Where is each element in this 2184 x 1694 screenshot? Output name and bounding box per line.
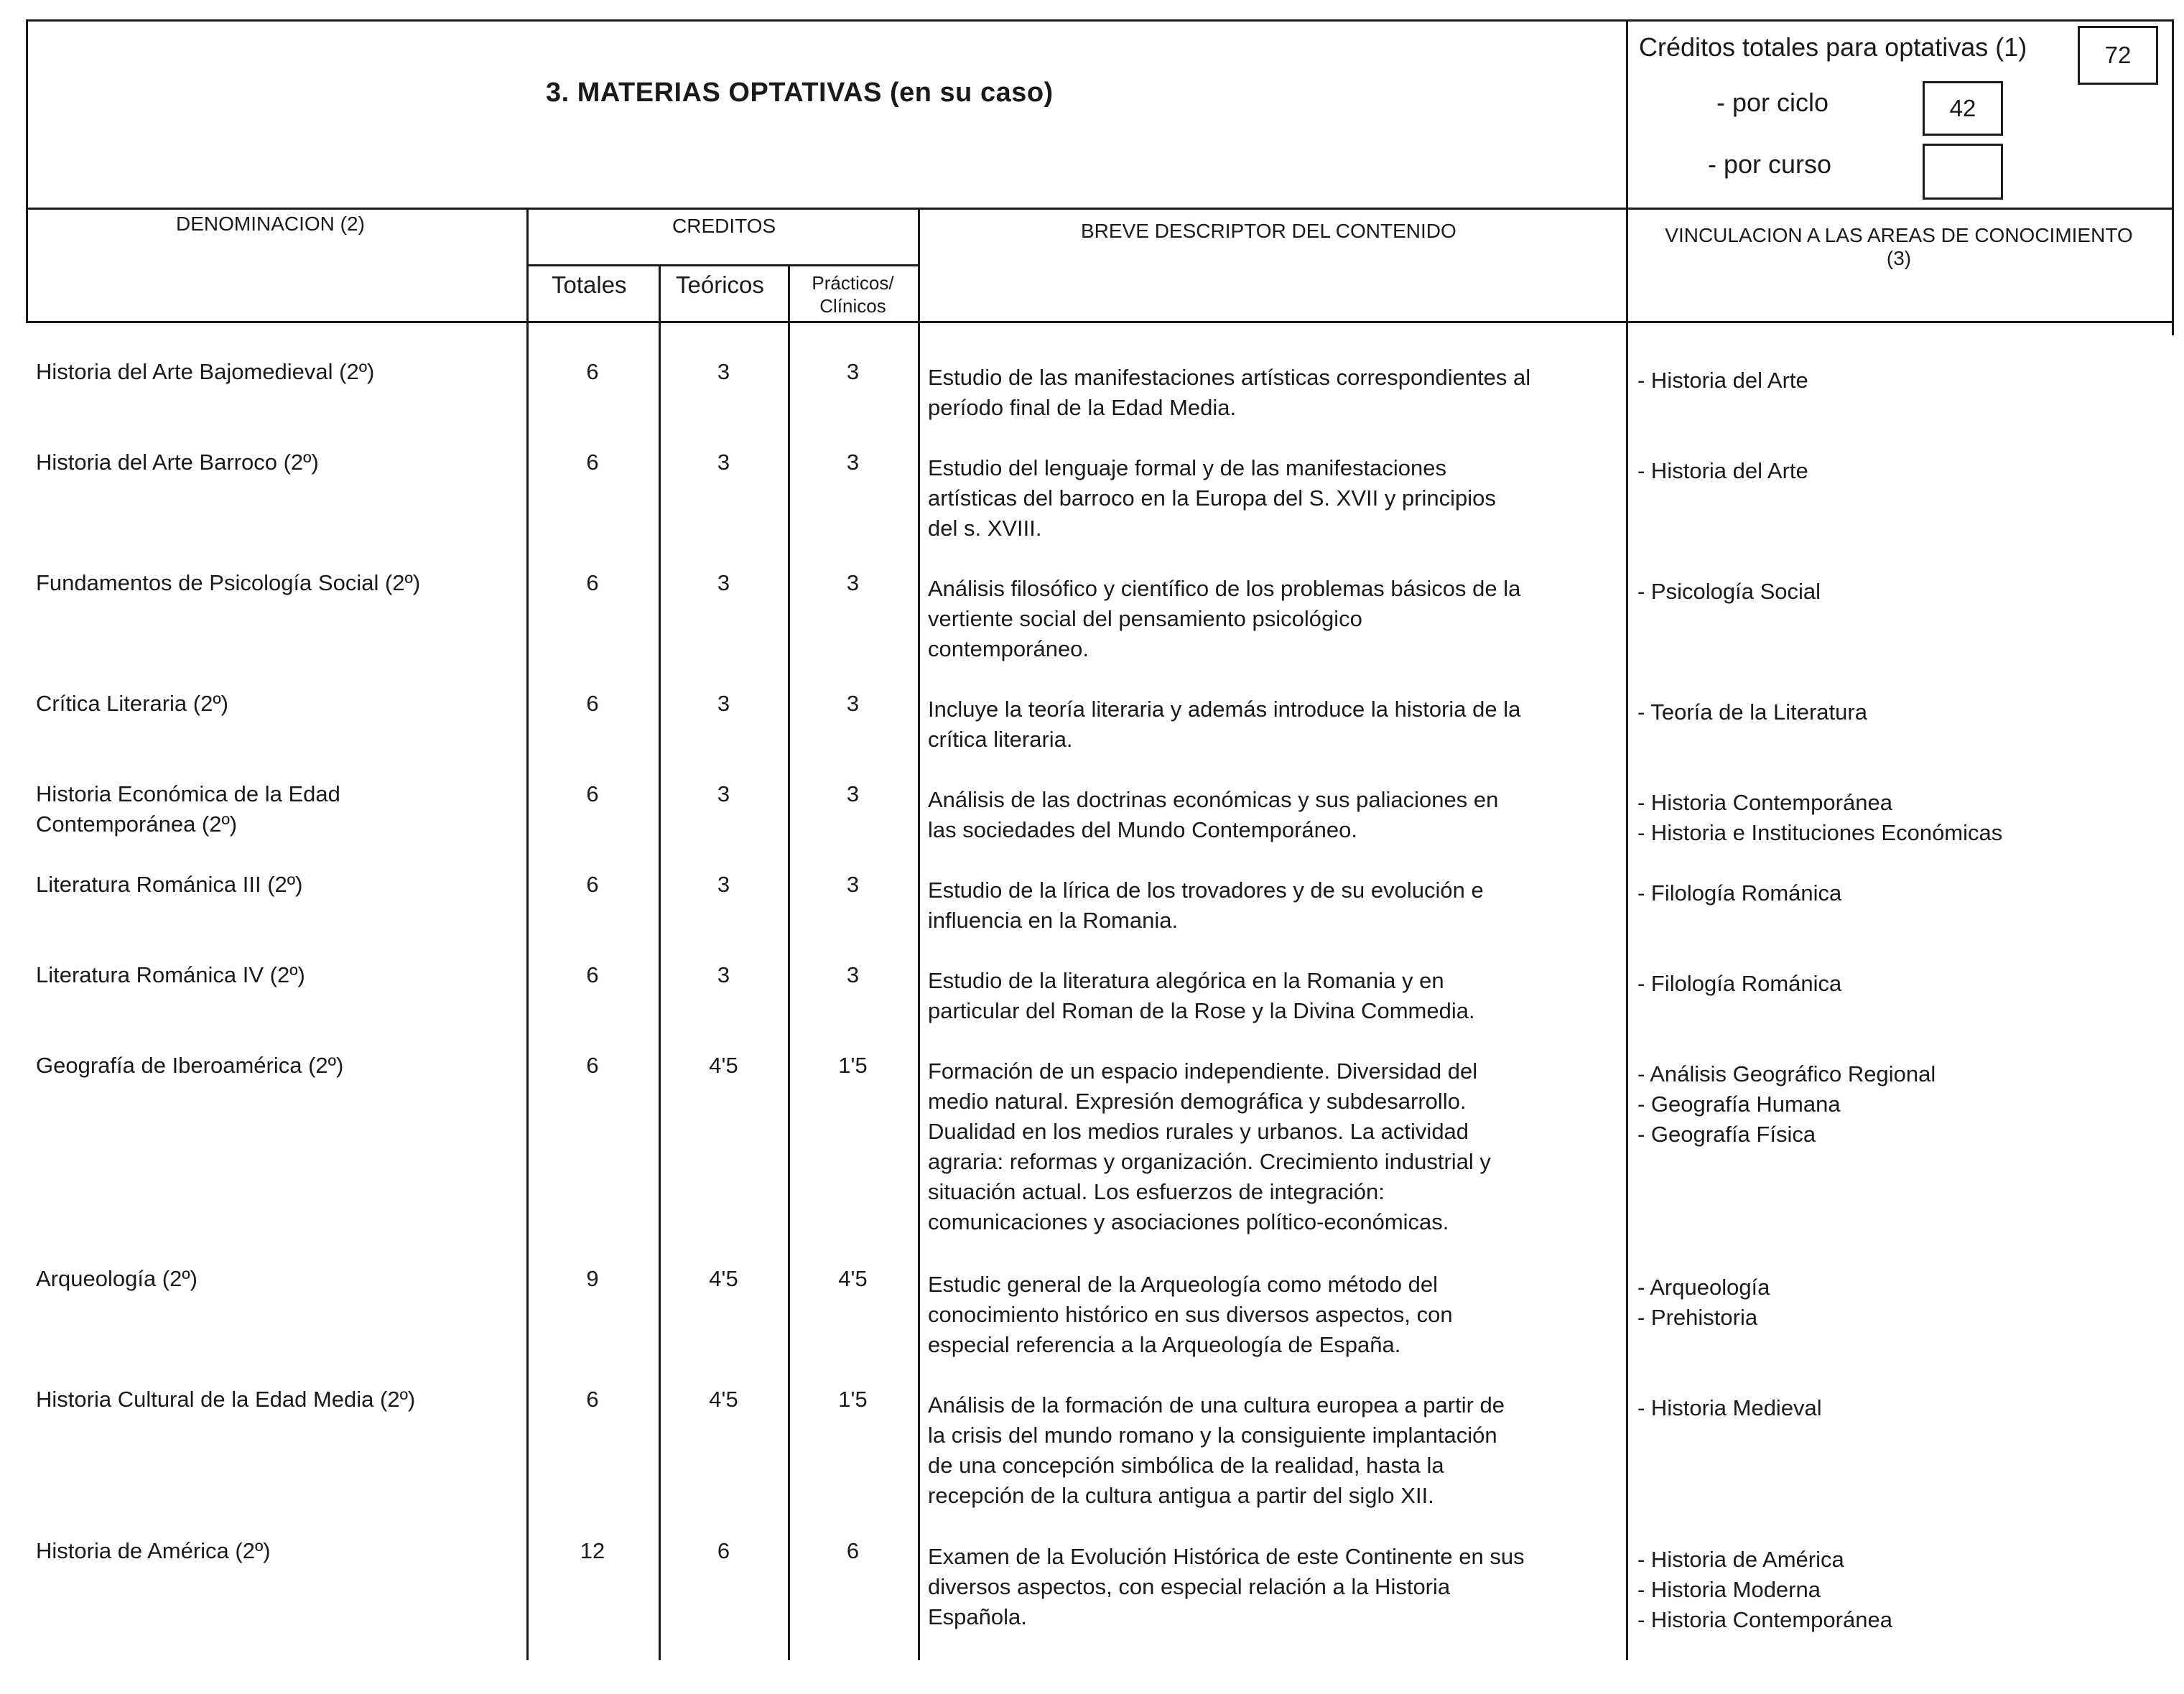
area-item: - Filología Románica: [1637, 880, 1842, 906]
row-creditos-teoricos: 3: [717, 359, 730, 384]
row-creditos-totales: 6: [586, 872, 599, 897]
row-creditos-teoricos: 3: [717, 962, 730, 987]
row-creditos-practicos: 3: [846, 962, 860, 987]
area-item: - Prehistoria: [1637, 1305, 1758, 1330]
row-creditos-practicos: 3: [846, 359, 860, 384]
col-header-totales: Totales: [552, 271, 627, 298]
row-creditos-practicos: 1'5: [838, 1387, 868, 1412]
row-creditos-totales: 6: [586, 570, 599, 595]
row-creditos-teoricos: 4'5: [709, 1387, 738, 1412]
row-descriptor: Estudio de la lírica de los trovadores y de su evolución e influencia en la Romania.: [928, 878, 1484, 933]
table-right-border: [2172, 19, 2174, 335]
row-creditos-teoricos: 3: [717, 691, 730, 716]
area-item: - Historia Contemporánea: [1637, 790, 1892, 815]
row-descriptor: Examen de la Evolución Histórica de este Continente en sus diversos aspectos, con especial relación a la Historia Española.: [928, 1544, 1525, 1629]
row-denominacion: Geografía de Iberoamérica (2º): [36, 1053, 344, 1078]
page-title: 3. MATERIAS OPTATIVAS (en su caso): [546, 78, 1054, 108]
area-item: - Teoría de la Literatura: [1637, 699, 1867, 725]
row-creditos-teoricos: 4'5: [709, 1266, 738, 1291]
per-cycle-label: - por ciclo: [1716, 88, 1829, 117]
row-creditos-practicos: 3: [846, 781, 860, 806]
denominacion-divider: [526, 208, 529, 1660]
row-creditos-teoricos: 3: [717, 872, 730, 897]
area-item: - Geografía Humana: [1637, 1092, 1841, 1117]
row-creditos-teoricos: 4'5: [709, 1053, 738, 1078]
header-bottom-border: [26, 208, 2173, 210]
row-denominacion: Fundamentos de Psicología Social (2º): [36, 570, 421, 595]
row-areas-conocimiento: [1637, 1059, 2169, 1150]
table-top-border: [26, 19, 2173, 22]
per-course-box: [1923, 144, 2003, 200]
row-descriptor: Estudio de la literatura alegórica en la Romania y en particular del Roman de la Rose y la Divina Commedia.: [928, 968, 1475, 1023]
row-denominacion: Literatura Románica IV (2º): [36, 962, 305, 987]
row-denominacion: Arqueología (2º): [36, 1266, 198, 1291]
col-header-teoricos: Teóricos: [676, 271, 764, 298]
area-item: - Historia de América: [1637, 1547, 1844, 1572]
row-creditos-teoricos: 3: [717, 781, 730, 806]
col-header-denominacion: DENOMINACION (2): [176, 213, 365, 235]
row-denominacion: Historia Cultural de la Edad Media (2º): [36, 1387, 416, 1412]
row-descriptor: Estudic general de la Arqueología como método del conocimiento histórico en sus diversos aspectos, con especial referencia a la Arqueología de España.: [928, 1272, 1453, 1357]
area-item: - Historia Contemporánea: [1637, 1607, 1892, 1632]
row-creditos-totales: 6: [586, 1387, 599, 1412]
row-creditos-teoricos: 6: [717, 1538, 730, 1563]
row-areas-conocimiento: [1637, 1393, 2169, 1423]
col-header-vinculacion: VINCULACION A LAS AREAS DE CONOCIMIENTO (3): [1665, 224, 2133, 269]
row-denominacion: Historia Económica de la Edad Contemporánea (2º): [36, 781, 340, 837]
row-denominacion: Historia del Arte Barroco (2º): [36, 450, 319, 475]
credits-total-box: 72: [2078, 26, 2158, 85]
area-item: - Historia del Arte: [1637, 368, 1808, 393]
creditos-subheader-border: [526, 264, 918, 266]
row-creditos-practicos: 3: [846, 872, 860, 897]
area-item: - Historia Moderna: [1637, 1577, 1821, 1602]
row-areas-conocimiento: [1637, 788, 2169, 848]
row-descriptor: Análisis de la formación de una cultura europea a partir de la crisis del mundo romano y la consiguiente implantación de una concepción simbólica de la realidad, hasta la recepción de la cultura antigua a partir del siglo XII.: [928, 1392, 1505, 1508]
row-creditos-totales: 6: [586, 781, 599, 806]
row-denominacion: Historia de América (2º): [36, 1538, 271, 1563]
row-areas-conocimiento: [1637, 577, 2169, 607]
row-descriptor: Análisis de las doctrinas económicas y sus paliaciones en las sociedades del Mundo Contemporáneo.: [928, 787, 1499, 842]
area-item: - Historia e Instituciones Económicas: [1637, 820, 2003, 845]
row-creditos-practicos: 1'5: [838, 1053, 868, 1078]
row-creditos-practicos: 3: [846, 691, 860, 716]
row-descriptor: Estudio del lenguaje formal y de las manifestaciones artísticas del barroco en la Europa del S. XVII y principios del s. XVIII.: [928, 455, 1496, 541]
area-item: - Filología Románica: [1637, 971, 1842, 996]
column-header-bottom-border: [26, 321, 2173, 323]
row-denominacion: Literatura Románica III (2º): [36, 872, 303, 897]
area-item: - Geografía Física: [1637, 1122, 1816, 1147]
row-creditos-teoricos: 3: [717, 450, 730, 475]
credits-total-label: Créditos totales para optativas (1): [1639, 32, 2027, 62]
row-descriptor: Incluye la teoría literaria y además introduce la historia de la crítica literaria.: [928, 697, 1521, 752]
area-item: - Arqueología: [1637, 1275, 1770, 1300]
per-course-label: - por curso: [1708, 149, 1832, 179]
row-creditos-practicos: 6: [846, 1538, 860, 1563]
area-item: - Historia Medieval: [1637, 1395, 1822, 1420]
row-creditos-teoricos: 3: [717, 570, 730, 595]
row-areas-conocimiento: [1637, 969, 2169, 999]
row-creditos-totales: 6: [586, 450, 599, 475]
row-areas-conocimiento: [1637, 456, 2169, 486]
row-denominacion: Crítica Literaria (2º): [36, 691, 228, 716]
row-creditos-totales: 12: [580, 1538, 605, 1563]
area-item: - Psicología Social: [1637, 579, 1821, 604]
table-left-border: [26, 19, 28, 321]
row-areas-conocimiento: [1637, 1272, 2169, 1333]
practicos-divider: [918, 208, 920, 1660]
row-denominacion: Historia del Arte Bajomedieval (2º): [36, 359, 375, 384]
row-creditos-totales: 6: [586, 359, 599, 384]
col-header-practicos: Prácticos/ Clínicos: [812, 272, 894, 317]
row-creditos-practicos: 4'5: [838, 1266, 868, 1291]
row-creditos-practicos: 3: [846, 450, 860, 475]
row-creditos-totales: 6: [586, 1053, 599, 1078]
row-areas-conocimiento: [1637, 1545, 2169, 1635]
col-header-creditos: CREDITOS: [672, 215, 776, 237]
row-creditos-totales: 6: [586, 691, 599, 716]
row-areas-conocimiento: [1637, 697, 2169, 727]
col-header-descriptor: BREVE DESCRIPTOR DEL CONTENIDO: [1081, 220, 1456, 242]
row-areas-conocimiento: [1637, 366, 2169, 396]
row-descriptor: Estudio de las manifestaciones artísticas correspondientes al período final de la Edad Media.: [928, 365, 1531, 420]
row-creditos-totales: 9: [586, 1266, 599, 1291]
row-descriptor: Análisis filosófico y científico de los problemas básicos de la vertiente social del pensamiento psicológico contemporáneo.: [928, 576, 1521, 661]
per-cycle-box: 42: [1923, 81, 2003, 136]
area-item: - Historia del Arte: [1637, 458, 1808, 483]
row-areas-conocimiento: [1637, 878, 2169, 908]
area-item: - Análisis Geográfico Regional: [1637, 1061, 1936, 1086]
row-creditos-totales: 6: [586, 962, 599, 987]
row-creditos-practicos: 3: [846, 570, 860, 595]
row-descriptor: Formación de un espacio independiente. Diversidad del medio natural. Expresión demográfica y subdesarrollo. Dualidad en los medios rurales y urbanos. La actividad agraria: reformas y organización. Crecimiento industrial y situación actual. Los esfuerzos de integración: comunicaciones y asociaciones político-económicas.: [928, 1058, 1491, 1234]
